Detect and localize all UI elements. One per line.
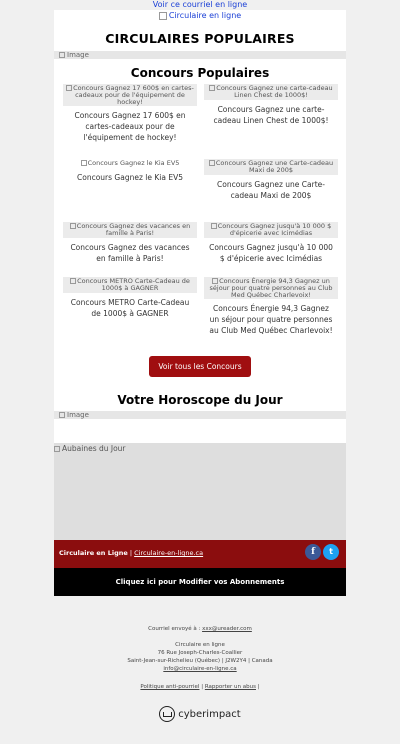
concours-thumb[interactable] xyxy=(63,222,197,238)
concours-thumb[interactable] xyxy=(63,159,197,168)
concours-card[interactable] xyxy=(204,277,338,336)
concours-desc[interactable]: Concours Gagnez 17 600$ en cartes-cadeaux pour de l'équipement de hockey! xyxy=(74,111,186,142)
concours-card[interactable] xyxy=(204,84,338,126)
concours-thumb[interactable] xyxy=(204,159,338,175)
banner-image[interactable] xyxy=(54,51,346,59)
company-street: 76 Rue Joseph-Charles-Coallier xyxy=(157,650,243,656)
concours-card[interactable] xyxy=(63,277,197,319)
cyberimpact-icon xyxy=(159,706,175,722)
thumb-alt-text: Concours METRO Carte-Cadeau de 1000$ à GAGNER xyxy=(77,277,190,292)
report-abuse-link[interactable]: Rapporter un abus xyxy=(204,684,256,690)
concours-card[interactable] xyxy=(63,84,197,143)
legal-links xyxy=(0,683,400,691)
concours-desc[interactable]: Concours Gagnez le Kia EV5 xyxy=(77,173,183,182)
concours-card[interactable] xyxy=(63,222,197,264)
company-name: Circulaire en ligne xyxy=(175,642,225,648)
concours-card[interactable] xyxy=(204,159,338,201)
concours-thumb[interactable] xyxy=(204,84,338,100)
horoscope-title: Votre Horoscope du Jour xyxy=(117,393,283,407)
concours-title: Concours Populaires xyxy=(130,66,270,80)
concours-card[interactable] xyxy=(204,222,338,264)
facebook-icon[interactable]: f xyxy=(305,544,321,560)
broken-image-icon xyxy=(59,52,65,58)
concours-desc[interactable]: Concours Énergie 94,3 Gagnez un séjour pour quatre personnes au Club Med Québec Charlevoix! xyxy=(209,304,333,335)
concours-desc[interactable]: Concours Gagnez des vacances en famille à Paris! xyxy=(70,243,190,263)
broken-image-icon xyxy=(81,160,87,166)
footer-meta xyxy=(0,625,400,691)
concours-thumb[interactable] xyxy=(204,277,338,299)
thumb-alt-text: Concours Gagnez le Kia EV5 xyxy=(87,159,180,167)
manage-subscriptions-link[interactable]: Cliquez ici pour Modifier vos Abonnements xyxy=(54,568,346,596)
horoscope-image[interactable] xyxy=(54,411,346,419)
spacer xyxy=(54,419,346,443)
thumb-alt-text: Concours Gagnez des vacances en famille à Paris! xyxy=(76,222,191,237)
antispam-link[interactable]: Politique anti-pourriel xyxy=(140,684,200,690)
footer-separator: | xyxy=(129,549,133,557)
broken-image-icon xyxy=(209,160,215,166)
aubaines-alt-text: Aubaines du Jour xyxy=(62,444,126,453)
view-online-bar xyxy=(0,0,400,10)
logo-alt-text: Circulaire en ligne xyxy=(168,11,242,20)
broken-image-icon xyxy=(159,12,167,20)
sent-to-line xyxy=(0,625,400,633)
concours-desc[interactable]: Concours Gagnez une carte-cadeau Linen Chest de 1000$! xyxy=(213,105,329,125)
sent-to-email-link[interactable]: xxx@ureader.com xyxy=(202,626,252,632)
company-email-link[interactable]: info@circulaire-en-ligne.ca xyxy=(163,666,237,672)
email-container xyxy=(54,10,346,443)
see-all-concours-button[interactable]: Voir tous les Concours xyxy=(149,356,250,377)
footer-brand-bar xyxy=(54,540,346,568)
broken-image-icon xyxy=(66,85,72,91)
concours-button-wrap xyxy=(54,354,346,376)
cyberimpact-wordmark: cyberimpact xyxy=(178,709,241,720)
broken-image-icon xyxy=(209,85,215,91)
aubaines-image[interactable] xyxy=(54,443,346,540)
concours-desc[interactable]: Concours Gagnez une Carte-cadeau Maxi de 200$ xyxy=(217,180,325,200)
image-alt-text: Image xyxy=(67,411,89,419)
broken-image-icon xyxy=(54,446,60,452)
footer-brand: Circulaire en Ligne xyxy=(59,549,128,557)
broken-image-icon xyxy=(59,412,65,418)
sent-to-label: Courriel envoyé à : xyxy=(148,626,201,632)
thumb-alt-text: Concours Gagnez jusqu'à 10 000 $ d'épicerie avec Icimédias xyxy=(217,222,332,237)
concours-card[interactable] xyxy=(63,159,197,183)
concours-desc[interactable]: Concours METRO Carte-Cadeau de 1000$ à GAGNER xyxy=(70,298,190,318)
concours-thumb[interactable] xyxy=(63,84,197,106)
cyberimpact-logo[interactable] xyxy=(0,706,400,722)
concours-desc[interactable]: Concours Gagnez jusqu'à 10 000 $ d'épicerie avec Icimédias xyxy=(209,243,333,263)
broken-image-icon xyxy=(211,223,217,229)
concours-thumb[interactable] xyxy=(204,222,338,238)
logo[interactable] xyxy=(54,10,346,26)
twitter-icon[interactable]: t xyxy=(323,544,339,560)
legal-separator: | xyxy=(201,684,204,690)
thumb-alt-text: Concours Gagnez une carte-cadeau Linen Chest de 1000$! xyxy=(216,84,333,99)
footer-domain-link[interactable]: Circulaire-en-ligne.ca xyxy=(134,549,204,557)
page-title: CIRCULAIRES POPULAIRES xyxy=(105,31,295,46)
thumb-alt-text: Concours Gagnez 17 600$ en cartes-cadeaux pour de l'équipement de hockey! xyxy=(73,84,194,106)
concours-thumb[interactable] xyxy=(63,277,197,293)
company-city: Saint-Jean-sur-Richelieu (Québec) | J2W2Y4 | Canada xyxy=(127,658,273,664)
legal-separator: | xyxy=(257,684,260,690)
image-alt-text: Image xyxy=(67,51,89,59)
thumb-alt-text: Concours Gagnez une Carte-cadeau Maxi de 200$ xyxy=(215,159,334,174)
broken-image-icon xyxy=(70,278,76,284)
concours-grid xyxy=(54,84,346,344)
thumb-alt-text: Concours Énergie 94,3 Gagnez un séjour pour quatre personnes au Club Med Québec Charlevoix! xyxy=(209,277,333,299)
broken-image-icon xyxy=(70,223,76,229)
view-online-link[interactable]: Voir ce courriel en ligne xyxy=(152,0,248,9)
